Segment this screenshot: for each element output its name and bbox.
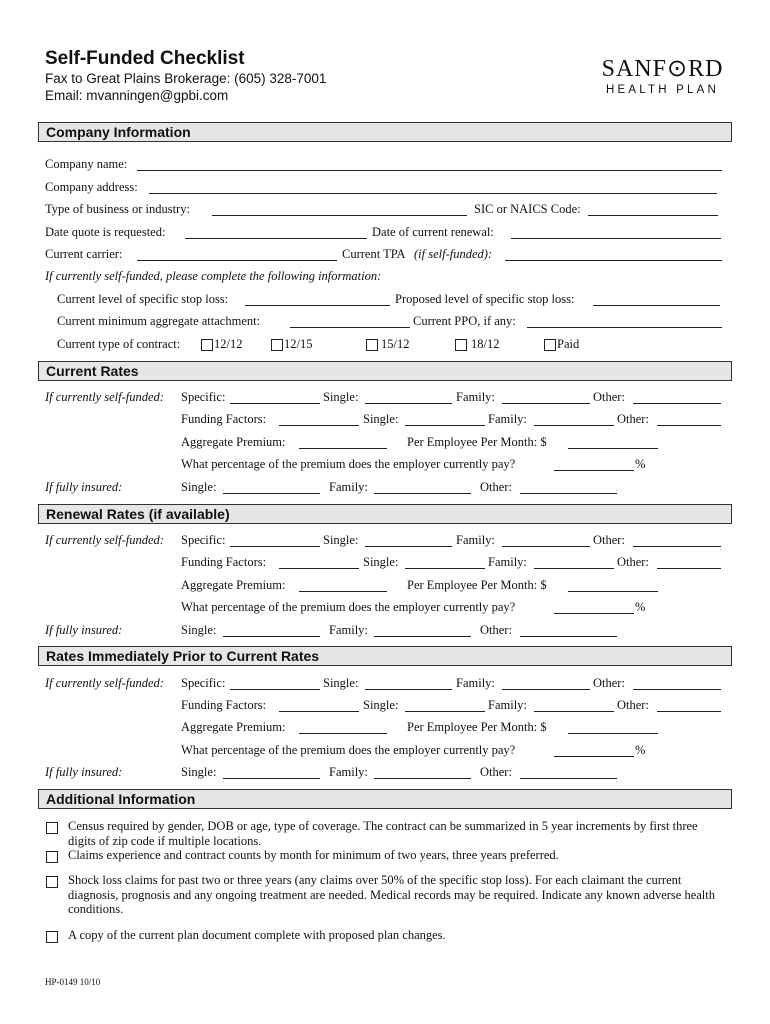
label: Single:	[181, 480, 217, 494]
current-funding-family-field[interactable]	[534, 425, 614, 426]
contract-paid-checkbox[interactable]	[544, 339, 556, 351]
label: Other:	[480, 765, 512, 779]
label: Proposed level of specific stop loss:	[395, 292, 575, 306]
current-specific-row	[45, 390, 735, 408]
label: Specific:	[181, 533, 226, 547]
prior-aggregate-row	[45, 720, 735, 738]
prior-funding-family-field[interactable]	[534, 711, 614, 712]
label: If fully insured:	[45, 623, 123, 637]
label: Single:	[323, 676, 359, 690]
company-address-field[interactable]	[149, 193, 717, 194]
current-pepm-field[interactable]	[568, 448, 658, 449]
label: Other:	[617, 412, 649, 426]
current-fi-family-field[interactable]	[374, 493, 471, 494]
fax-line: Fax to Great Plains Brokerage: (605) 328-7001	[45, 71, 327, 86]
label: Single:	[181, 623, 217, 637]
label: Date of current renewal:	[372, 225, 494, 239]
renewal-funding-other-field[interactable]	[657, 568, 721, 569]
label: Other:	[480, 623, 512, 637]
renewal-percentage-field[interactable]	[554, 613, 634, 614]
label: Family:	[456, 533, 495, 547]
prior-funding-single-field[interactable]	[405, 711, 485, 712]
label: If fully insured:	[45, 765, 123, 779]
prior-specific-row	[45, 676, 735, 694]
current-aggregate-field[interactable]	[299, 448, 387, 449]
percent-sign: %	[635, 457, 646, 471]
renewal-family-field[interactable]	[502, 546, 590, 547]
shock-loss-item: Shock loss claims for past two or three years (any claims over 50% of the specific stop loss). For each claimant the current diagnosis, prognosis and any ongoing treatment are needed. Medical records may be required. Indicate any known adverse health conditions.	[68, 873, 716, 916]
label: Current carrier:	[45, 247, 123, 261]
label: Single:	[363, 698, 399, 712]
label: Per Employee Per Month: $	[407, 720, 547, 734]
renewal-fi-family-field[interactable]	[374, 636, 471, 637]
label: Single:	[363, 412, 399, 426]
section-current-rates	[38, 361, 732, 381]
label: Aggregate Premium:	[181, 578, 286, 592]
label: Other:	[593, 390, 625, 404]
option-label: 12/12	[214, 337, 243, 351]
prior-fi-single-field[interactable]	[223, 778, 320, 779]
business-row	[45, 202, 735, 220]
section-additional-information	[38, 789, 732, 809]
option-label: 12/15	[284, 337, 313, 351]
label: If fully insured:	[45, 480, 123, 494]
renewal-fi-single-field[interactable]	[223, 636, 320, 637]
prior-fi-other-field[interactable]	[520, 778, 617, 779]
label: Single:	[323, 390, 359, 404]
tpa-field[interactable]	[505, 260, 722, 261]
label: What percentage of the premium does the employer currently pay?	[181, 600, 516, 614]
label: Single:	[323, 533, 359, 547]
renewal-single-field[interactable]	[365, 546, 452, 547]
carrier-field[interactable]	[137, 260, 337, 261]
date-renewal-field[interactable]	[511, 238, 721, 239]
form-code: HP-0149 10/10	[45, 977, 101, 987]
label: Current minimum aggregate attachment:	[57, 314, 261, 328]
prior-aggregate-field[interactable]	[299, 733, 387, 734]
label: Funding Factors:	[181, 698, 267, 712]
label: Family:	[488, 555, 527, 569]
prior-pepm-field[interactable]	[568, 733, 658, 734]
email-line: Email: mvanningen@gpbi.com	[45, 88, 229, 103]
current-fully-insured-row	[45, 480, 735, 498]
aggregate-row	[45, 314, 735, 332]
renewal-other-field[interactable]	[633, 546, 721, 547]
label: Other:	[617, 555, 649, 569]
label: Current TPA	[342, 247, 406, 261]
proposed-stop-field[interactable]	[593, 305, 720, 306]
label: Other:	[617, 698, 649, 712]
min-agg-field[interactable]	[290, 327, 410, 328]
renewal-aggregate-field[interactable]	[299, 591, 387, 592]
renewal-specific-field[interactable]	[230, 546, 320, 547]
company-name-field[interactable]	[137, 170, 722, 171]
plan-document-item: A copy of the current plan document complete with proposed plan changes.	[68, 928, 446, 942]
label: If currently self-funded:	[45, 533, 164, 547]
shock-loss-checkbox[interactable]	[46, 876, 58, 888]
business-field[interactable]	[212, 215, 467, 216]
renewal-fi-other-field[interactable]	[520, 636, 617, 637]
label: What percentage of the premium does the employer currently pay?	[181, 457, 516, 471]
prior-funding-row	[45, 698, 735, 716]
renewal-aggregate-row	[45, 578, 735, 596]
percent-sign: %	[635, 600, 646, 614]
date-quote-field[interactable]	[185, 238, 367, 239]
label: Company address:	[45, 180, 138, 194]
prior-fi-family-field[interactable]	[374, 778, 471, 779]
page-title: Self-Funded Checklist	[45, 48, 245, 69]
ppo-field[interactable]	[527, 327, 722, 328]
contract-type-row	[45, 337, 735, 355]
option-label: Paid	[557, 337, 580, 351]
prior-single-field[interactable]	[365, 689, 452, 690]
sanford-logo	[590, 56, 735, 96]
prior-other-field[interactable]	[633, 689, 721, 690]
label: Current type of contract:	[57, 337, 181, 351]
current-funding-field[interactable]	[279, 425, 359, 426]
section-heading: Renewal Rates (if available)	[46, 506, 230, 522]
contract-12-12-checkbox[interactable]	[201, 339, 213, 351]
label: SIC or NAICS Code:	[474, 202, 581, 216]
contract-15-12-checkbox[interactable]	[366, 339, 378, 351]
label: Aggregate Premium:	[181, 435, 286, 449]
stop-loss-row	[45, 292, 735, 310]
section-heading: Rates Immediately Prior to Current Rates	[46, 648, 320, 664]
spec-stop-field[interactable]	[245, 305, 390, 306]
label: Family:	[488, 412, 527, 426]
label: Other:	[593, 533, 625, 547]
section-prior-rates	[38, 646, 732, 666]
prior-specific-field[interactable]	[230, 689, 320, 690]
prior-percentage-row	[45, 743, 735, 761]
contract-18-12-checkbox[interactable]	[455, 339, 467, 351]
label: If currently self-funded:	[45, 676, 164, 690]
label: Family:	[488, 698, 527, 712]
label: Single:	[363, 555, 399, 569]
percent-sign: %	[635, 743, 646, 757]
census-item: Census required by gender, DOB or age, type of coverage. The contract can be summarized in 5 year increments by first three digits of zip code if multiple locations.	[68, 819, 698, 848]
label: Type of business or industry:	[45, 202, 190, 216]
carrier-row	[45, 247, 735, 265]
label: What percentage of the premium does the employer currently pay?	[181, 743, 516, 757]
renewal-funding-family-field[interactable]	[534, 568, 614, 569]
section-renewal-rates	[38, 504, 732, 524]
renewal-funding-field[interactable]	[279, 568, 359, 569]
renewal-fully-insured-row	[45, 623, 735, 641]
dates-row	[45, 225, 735, 243]
label: Family:	[456, 390, 495, 404]
renewal-percentage-row	[45, 600, 735, 618]
label: Current level of specific stop loss:	[57, 292, 229, 306]
section-heading: Current Rates	[46, 363, 139, 379]
label: Family:	[456, 676, 495, 690]
sic-field[interactable]	[588, 215, 718, 216]
renewal-funding-row	[45, 555, 735, 573]
label: Specific:	[181, 390, 226, 404]
section-heading: Additional Information	[46, 791, 196, 807]
logo-tagline: HEALTH PLAN	[606, 84, 719, 96]
prior-funding-other-field[interactable]	[657, 711, 721, 712]
label: Family:	[329, 480, 368, 494]
section-heading: Company Information	[46, 124, 191, 140]
label: Specific:	[181, 676, 226, 690]
label: Family:	[329, 623, 368, 637]
label: Per Employee Per Month: $	[407, 578, 547, 592]
current-percentage-field[interactable]	[554, 470, 634, 471]
current-family-field[interactable]	[502, 403, 590, 404]
self-funded-note	[45, 269, 735, 287]
label: Funding Factors:	[181, 555, 267, 569]
company-name-row	[45, 157, 735, 175]
current-fi-other-field[interactable]	[520, 493, 617, 494]
claims-experience-item: Claims experience and contract counts by month for minimum of two years, three years preferred.	[68, 848, 559, 862]
current-specific-field[interactable]	[230, 403, 320, 404]
renewal-specific-row	[45, 533, 735, 551]
option-label: 15/12	[381, 337, 410, 351]
prior-percentage-field[interactable]	[554, 756, 634, 757]
label: (if self-funded):	[414, 247, 493, 261]
label: Family:	[329, 765, 368, 779]
label: Date quote is requested:	[45, 225, 166, 239]
label: Per Employee Per Month: $	[407, 435, 547, 449]
renewal-funding-single-field[interactable]	[405, 568, 485, 569]
current-fi-single-field[interactable]	[223, 493, 320, 494]
prior-fully-insured-row	[45, 765, 735, 783]
note: If currently self-funded, please complete the following information:	[45, 269, 382, 283]
logo-wordmark: SANF⊙RD	[601, 56, 724, 82]
label: Single:	[181, 765, 217, 779]
label: If currently self-funded:	[45, 390, 164, 404]
census-checkbox[interactable]	[46, 822, 58, 834]
section-company-information	[38, 122, 732, 142]
label: Funding Factors:	[181, 412, 267, 426]
claims-experience-checkbox[interactable]	[46, 851, 58, 863]
current-percentage-row	[45, 457, 735, 475]
option-label: 18/12	[471, 337, 500, 351]
current-aggregate-row	[45, 435, 735, 453]
prior-funding-field[interactable]	[279, 711, 359, 712]
label: Other:	[593, 676, 625, 690]
current-other-field[interactable]	[633, 403, 721, 404]
company-address-row	[45, 180, 735, 198]
label: Current PPO, if any:	[413, 314, 516, 328]
label: Other:	[480, 480, 512, 494]
renewal-pepm-field[interactable]	[568, 591, 658, 592]
contract-12-15-checkbox[interactable]	[271, 339, 283, 351]
label: Aggregate Premium:	[181, 720, 286, 734]
current-funding-other-field[interactable]	[657, 425, 721, 426]
current-funding-row	[45, 412, 735, 430]
prior-family-field[interactable]	[502, 689, 590, 690]
current-single-field[interactable]	[365, 403, 452, 404]
plan-document-checkbox[interactable]	[46, 931, 58, 943]
current-funding-single-field[interactable]	[405, 425, 485, 426]
label: Company name:	[45, 157, 128, 171]
